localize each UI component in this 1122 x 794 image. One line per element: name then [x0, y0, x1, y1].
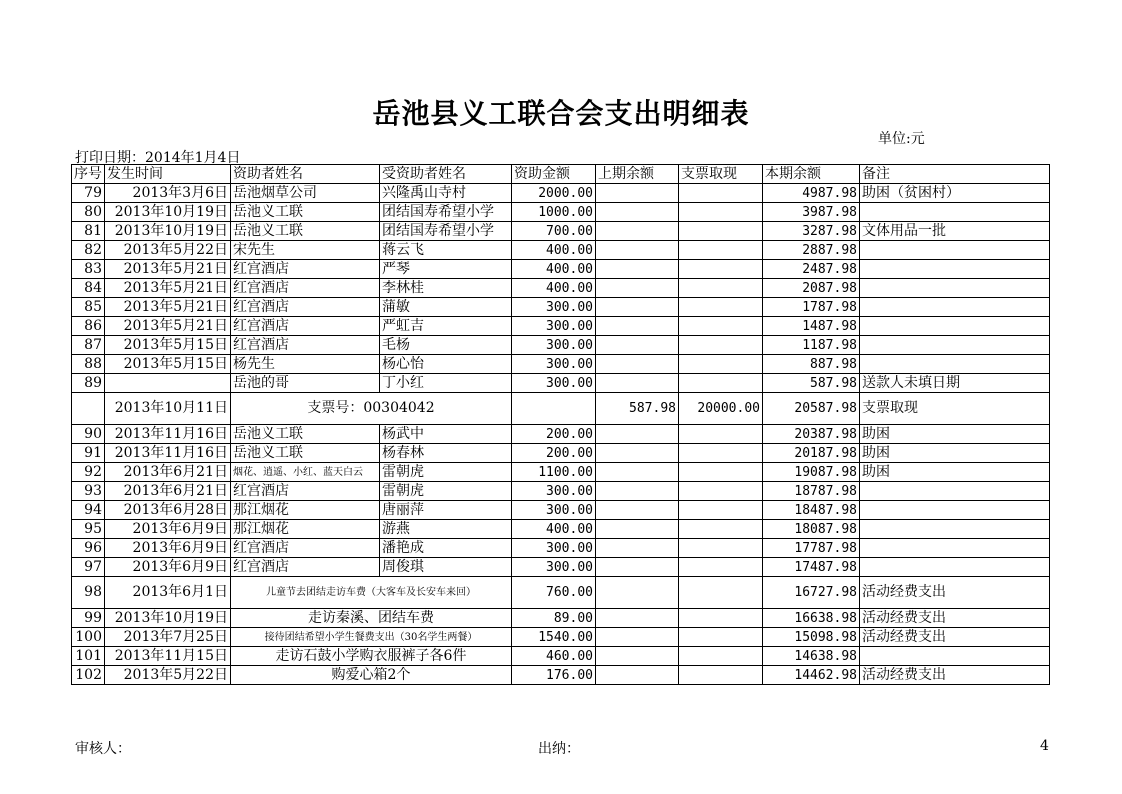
row-cheque-cash	[679, 666, 763, 685]
row-balance: 18787.98	[763, 482, 860, 501]
table-header-row	[72, 165, 1050, 184]
row-prev-balance	[596, 558, 679, 577]
row-recipient: 杨春林	[380, 444, 512, 463]
row-description: 购爱心箱2个	[231, 666, 512, 685]
row-date: 2013年5月22日	[105, 241, 231, 260]
row-amount: 300.00	[512, 374, 596, 393]
row-date: 2013年6月21日	[105, 463, 231, 482]
row-balance: 2887.98	[763, 241, 860, 260]
row-balance: 1787.98	[763, 298, 860, 317]
row-prev-balance	[596, 260, 679, 279]
row-description: 走访秦溪、团结车费	[231, 609, 512, 628]
row-amount: 300.00	[512, 482, 596, 501]
row-cheque-cash	[679, 241, 763, 260]
row-amount: 89.00	[512, 609, 596, 628]
table-row	[72, 241, 1050, 260]
row-cheque-cash	[679, 203, 763, 222]
row-prev-balance	[596, 482, 679, 501]
row-prev-balance	[596, 539, 679, 558]
row-balance: 587.98	[763, 374, 860, 393]
row-recipient: 雷朝虎	[380, 463, 512, 482]
table-row	[72, 647, 1050, 666]
row-amount: 300.00	[512, 317, 596, 336]
row-balance: 3987.98	[763, 203, 860, 222]
row-donor: 那江烟花	[231, 501, 380, 520]
row-cheque-cash	[679, 298, 763, 317]
row-note: 助困	[860, 444, 1050, 463]
row-date: 2013年5月21日	[105, 317, 231, 336]
row-prev-balance	[596, 279, 679, 298]
row-recipient: 丁小红	[380, 374, 512, 393]
row-seq: 79	[72, 184, 105, 203]
row-cheque-cash	[679, 558, 763, 577]
row-prev-balance	[596, 444, 679, 463]
row-donor: 红宫酒店	[231, 336, 380, 355]
page-number: 4	[1040, 738, 1049, 754]
expense-table	[71, 164, 1050, 685]
row-seq: 96	[72, 539, 105, 558]
table-row	[72, 279, 1050, 298]
table-row	[72, 222, 1050, 241]
unit-label: 单位:元	[878, 131, 925, 147]
header-seq: 序号	[72, 165, 105, 184]
table-row	[72, 666, 1050, 685]
row-amount: 176.00	[512, 666, 596, 685]
row-recipient: 严琴	[380, 260, 512, 279]
header-balance: 本期余额	[763, 165, 860, 184]
row-recipient: 李林桂	[380, 279, 512, 298]
row-prev-balance	[596, 241, 679, 260]
row-cheque-cash	[679, 482, 763, 501]
row-seq	[72, 393, 105, 425]
row-date: 2013年5月21日	[105, 260, 231, 279]
row-prev-balance: 587.98	[596, 393, 679, 425]
row-cheque-cash	[679, 222, 763, 241]
row-donor: 烟花、逍遥、小红、蓝天白云	[231, 463, 380, 482]
row-date: 2013年3月6日	[105, 184, 231, 203]
row-note: 支票取现	[860, 393, 1050, 425]
row-date: 2013年5月22日	[105, 666, 231, 685]
row-balance: 17487.98	[763, 558, 860, 577]
row-recipient: 兴隆禹山寺村	[380, 184, 512, 203]
row-note	[860, 317, 1050, 336]
row-seq: 101	[72, 647, 105, 666]
row-amount: 760.00	[512, 577, 596, 609]
row-cheque-cash	[679, 260, 763, 279]
row-seq: 94	[72, 501, 105, 520]
row-balance: 17787.98	[763, 539, 860, 558]
row-donor: 红宫酒店	[231, 260, 380, 279]
row-recipient: 游燕	[380, 520, 512, 539]
row-seq: 99	[72, 609, 105, 628]
row-date: 2013年10月19日	[105, 203, 231, 222]
row-prev-balance	[596, 577, 679, 609]
row-balance: 20187.98	[763, 444, 860, 463]
row-prev-balance	[596, 520, 679, 539]
row-cheque-cash	[679, 184, 763, 203]
row-recipient: 杨武中	[380, 425, 512, 444]
row-amount: 300.00	[512, 355, 596, 374]
row-date	[105, 374, 231, 393]
row-donor: 岳池义工联	[231, 425, 380, 444]
row-balance: 3287.98	[763, 222, 860, 241]
header-prev-balance: 上期余额	[596, 165, 679, 184]
row-amount: 300.00	[512, 336, 596, 355]
row-seq: 83	[72, 260, 105, 279]
row-prev-balance	[596, 609, 679, 628]
row-prev-balance	[596, 355, 679, 374]
table-row	[72, 558, 1050, 577]
row-balance: 2487.98	[763, 260, 860, 279]
row-note: 助困（贫困村）	[860, 184, 1050, 203]
header-note: 备注	[860, 165, 1050, 184]
row-note	[860, 203, 1050, 222]
row-amount: 200.00	[512, 444, 596, 463]
print-date: 打印日期：2014年1月4日	[75, 150, 241, 166]
row-note	[860, 482, 1050, 501]
header-donor: 资助者姓名	[231, 165, 380, 184]
row-recipient: 唐丽萍	[380, 501, 512, 520]
row-date: 2013年6月9日	[105, 520, 231, 539]
row-date: 2013年6月1日	[105, 577, 231, 609]
row-recipient: 周俊琪	[380, 558, 512, 577]
table-row	[72, 298, 1050, 317]
row-seq: 102	[72, 666, 105, 685]
row-amount: 1540.00	[512, 628, 596, 647]
row-amount: 2000.00	[512, 184, 596, 203]
row-date: 2013年6月28日	[105, 501, 231, 520]
row-note	[860, 539, 1050, 558]
row-amount: 1000.00	[512, 203, 596, 222]
row-donor: 红宫酒店	[231, 298, 380, 317]
row-recipient: 团结国寿希望小学	[380, 222, 512, 241]
row-balance: 18087.98	[763, 520, 860, 539]
row-balance: 14462.98	[763, 666, 860, 685]
row-seq: 84	[72, 279, 105, 298]
table-row	[72, 374, 1050, 393]
row-balance: 20587.98	[763, 393, 860, 425]
row-note	[860, 336, 1050, 355]
row-amount: 300.00	[512, 298, 596, 317]
row-donor: 红宫酒店	[231, 558, 380, 577]
row-prev-balance	[596, 203, 679, 222]
row-prev-balance	[596, 666, 679, 685]
table-row	[72, 501, 1050, 520]
row-cheque-cash	[679, 425, 763, 444]
row-cheque-cash	[679, 577, 763, 609]
row-seq: 95	[72, 520, 105, 539]
row-prev-balance	[596, 463, 679, 482]
row-date: 2013年5月15日	[105, 355, 231, 374]
row-recipient: 严虹吉	[380, 317, 512, 336]
row-seq: 86	[72, 317, 105, 336]
row-donor: 岳池义工联	[231, 444, 380, 463]
row-seq: 82	[72, 241, 105, 260]
row-note	[860, 501, 1050, 520]
row-cheque-cash	[679, 609, 763, 628]
row-date: 2013年5月21日	[105, 298, 231, 317]
row-date: 2013年7月25日	[105, 628, 231, 647]
row-donor: 岳池义工联	[231, 203, 380, 222]
row-amount: 300.00	[512, 501, 596, 520]
row-cheque-cash	[679, 520, 763, 539]
row-recipient: 雷朝虎	[380, 482, 512, 501]
row-balance: 14638.98	[763, 647, 860, 666]
row-date: 2013年6月9日	[105, 558, 231, 577]
header-recipient: 受资助者姓名	[380, 165, 512, 184]
row-cheque-cash	[679, 647, 763, 666]
row-date: 2013年5月21日	[105, 279, 231, 298]
row-cheque-cash	[679, 374, 763, 393]
row-balance: 15098.98	[763, 628, 860, 647]
auditor-label: 审核人：	[75, 741, 131, 757]
row-donor: 岳池的哥	[231, 374, 380, 393]
table-row	[72, 539, 1050, 558]
row-amount: 1100.00	[512, 463, 596, 482]
row-date: 2013年10月19日	[105, 222, 231, 241]
table-row	[72, 184, 1050, 203]
row-amount: 400.00	[512, 260, 596, 279]
row-amount: 400.00	[512, 520, 596, 539]
row-date: 2013年10月19日	[105, 609, 231, 628]
row-note	[860, 298, 1050, 317]
row-recipient: 蒋云飞	[380, 241, 512, 260]
row-note: 活动经费支出	[860, 628, 1050, 647]
row-recipient: 团结国寿希望小学	[380, 203, 512, 222]
row-cheque-cash	[679, 444, 763, 463]
row-prev-balance	[596, 374, 679, 393]
row-balance: 18487.98	[763, 501, 860, 520]
row-recipient: 潘艳成	[380, 539, 512, 558]
row-note	[860, 279, 1050, 298]
table-row	[72, 425, 1050, 444]
row-recipient: 蒲敏	[380, 298, 512, 317]
row-note: 助困	[860, 425, 1050, 444]
row-balance: 1487.98	[763, 317, 860, 336]
row-seq: 80	[72, 203, 105, 222]
row-note	[860, 647, 1050, 666]
row-date: 2013年6月21日	[105, 482, 231, 501]
row-balance: 1187.98	[763, 336, 860, 355]
row-amount	[512, 393, 596, 425]
row-amount: 700.00	[512, 222, 596, 241]
table-row	[72, 203, 1050, 222]
row-balance: 2087.98	[763, 279, 860, 298]
table-row	[72, 463, 1050, 482]
row-cheque-cash	[679, 501, 763, 520]
row-cheque-cash	[679, 279, 763, 298]
table-row	[72, 336, 1050, 355]
row-date: 2013年11月15日	[105, 647, 231, 666]
row-donor: 岳池义工联	[231, 222, 380, 241]
row-donor: 红宫酒店	[231, 482, 380, 501]
row-prev-balance	[596, 647, 679, 666]
row-cheque-cash	[679, 355, 763, 374]
table-row	[72, 577, 1050, 609]
row-prev-balance	[596, 628, 679, 647]
row-note: 活动经费支出	[860, 666, 1050, 685]
row-note	[860, 558, 1050, 577]
row-amount: 460.00	[512, 647, 596, 666]
row-donor: 岳池烟草公司	[231, 184, 380, 203]
row-prev-balance	[596, 425, 679, 444]
row-prev-balance	[596, 184, 679, 203]
cashier-label: 出纳：	[538, 741, 580, 757]
table-row	[72, 520, 1050, 539]
row-balance: 16727.98	[763, 577, 860, 609]
row-amount: 300.00	[512, 558, 596, 577]
row-cheque-label: 支票号：00304042	[231, 393, 512, 425]
header-amount: 资助金额	[512, 165, 596, 184]
row-prev-balance	[596, 298, 679, 317]
row-date: 2013年11月16日	[105, 444, 231, 463]
row-seq: 97	[72, 558, 105, 577]
row-seq: 87	[72, 336, 105, 355]
row-note: 活动经费支出	[860, 609, 1050, 628]
table-row-cheque	[72, 393, 1050, 425]
page-title: 岳池县义工联合会支出明细表	[372, 97, 750, 130]
row-seq: 100	[72, 628, 105, 647]
row-donor: 红宫酒店	[231, 539, 380, 558]
row-prev-balance	[596, 336, 679, 355]
header-cheque-cash: 支票取现	[679, 165, 763, 184]
row-date: 2013年11月16日	[105, 425, 231, 444]
row-amount: 400.00	[512, 241, 596, 260]
row-balance: 887.98	[763, 355, 860, 374]
row-recipient: 杨心怡	[380, 355, 512, 374]
row-balance: 4987.98	[763, 184, 860, 203]
row-donor: 红宫酒店	[231, 317, 380, 336]
row-donor: 杨先生	[231, 355, 380, 374]
row-seq: 93	[72, 482, 105, 501]
table-row	[72, 628, 1050, 647]
row-seq: 81	[72, 222, 105, 241]
row-prev-balance	[596, 501, 679, 520]
row-balance: 16638.98	[763, 609, 860, 628]
row-description: 接待团结希望小学生餐费支出（30名学生两餐）	[231, 628, 512, 647]
table-row	[72, 317, 1050, 336]
row-amount: 400.00	[512, 279, 596, 298]
row-note	[860, 260, 1050, 279]
row-cheque-cash	[679, 628, 763, 647]
row-cheque-cash	[679, 336, 763, 355]
row-balance: 20387.98	[763, 425, 860, 444]
row-note	[860, 241, 1050, 260]
row-note: 文体用品一批	[860, 222, 1050, 241]
row-seq: 98	[72, 577, 105, 609]
row-cheque-cash: 20000.00	[679, 393, 763, 425]
row-note: 送款人未填日期	[860, 374, 1050, 393]
table-row	[72, 609, 1050, 628]
row-seq: 92	[72, 463, 105, 482]
table-row	[72, 482, 1050, 501]
row-seq: 90	[72, 425, 105, 444]
header-date: 发生时间	[105, 165, 231, 184]
row-amount: 200.00	[512, 425, 596, 444]
row-donor: 那江烟花	[231, 520, 380, 539]
row-prev-balance	[596, 222, 679, 241]
row-prev-balance	[596, 317, 679, 336]
table-row	[72, 444, 1050, 463]
row-date: 2013年10月11日	[105, 393, 231, 425]
row-date: 2013年5月15日	[105, 336, 231, 355]
row-cheque-cash	[679, 317, 763, 336]
row-note: 活动经费支出	[860, 577, 1050, 609]
table-row	[72, 355, 1050, 374]
row-donor: 宋先生	[231, 241, 380, 260]
table-row	[72, 260, 1050, 279]
row-note	[860, 355, 1050, 374]
row-description: 走访石鼓小学购衣服裤子各6件	[231, 647, 512, 666]
row-recipient: 毛杨	[380, 336, 512, 355]
row-note: 助困	[860, 463, 1050, 482]
row-seq: 88	[72, 355, 105, 374]
row-description: 儿童节去团结走访车费（大客车及长安车来回）	[231, 577, 512, 609]
row-seq: 89	[72, 374, 105, 393]
row-cheque-cash	[679, 539, 763, 558]
row-seq: 85	[72, 298, 105, 317]
row-balance: 19087.98	[763, 463, 860, 482]
row-cheque-cash	[679, 463, 763, 482]
row-date: 2013年6月9日	[105, 539, 231, 558]
row-note	[860, 520, 1050, 539]
row-amount: 300.00	[512, 539, 596, 558]
row-donor: 红宫酒店	[231, 279, 380, 298]
row-seq: 91	[72, 444, 105, 463]
